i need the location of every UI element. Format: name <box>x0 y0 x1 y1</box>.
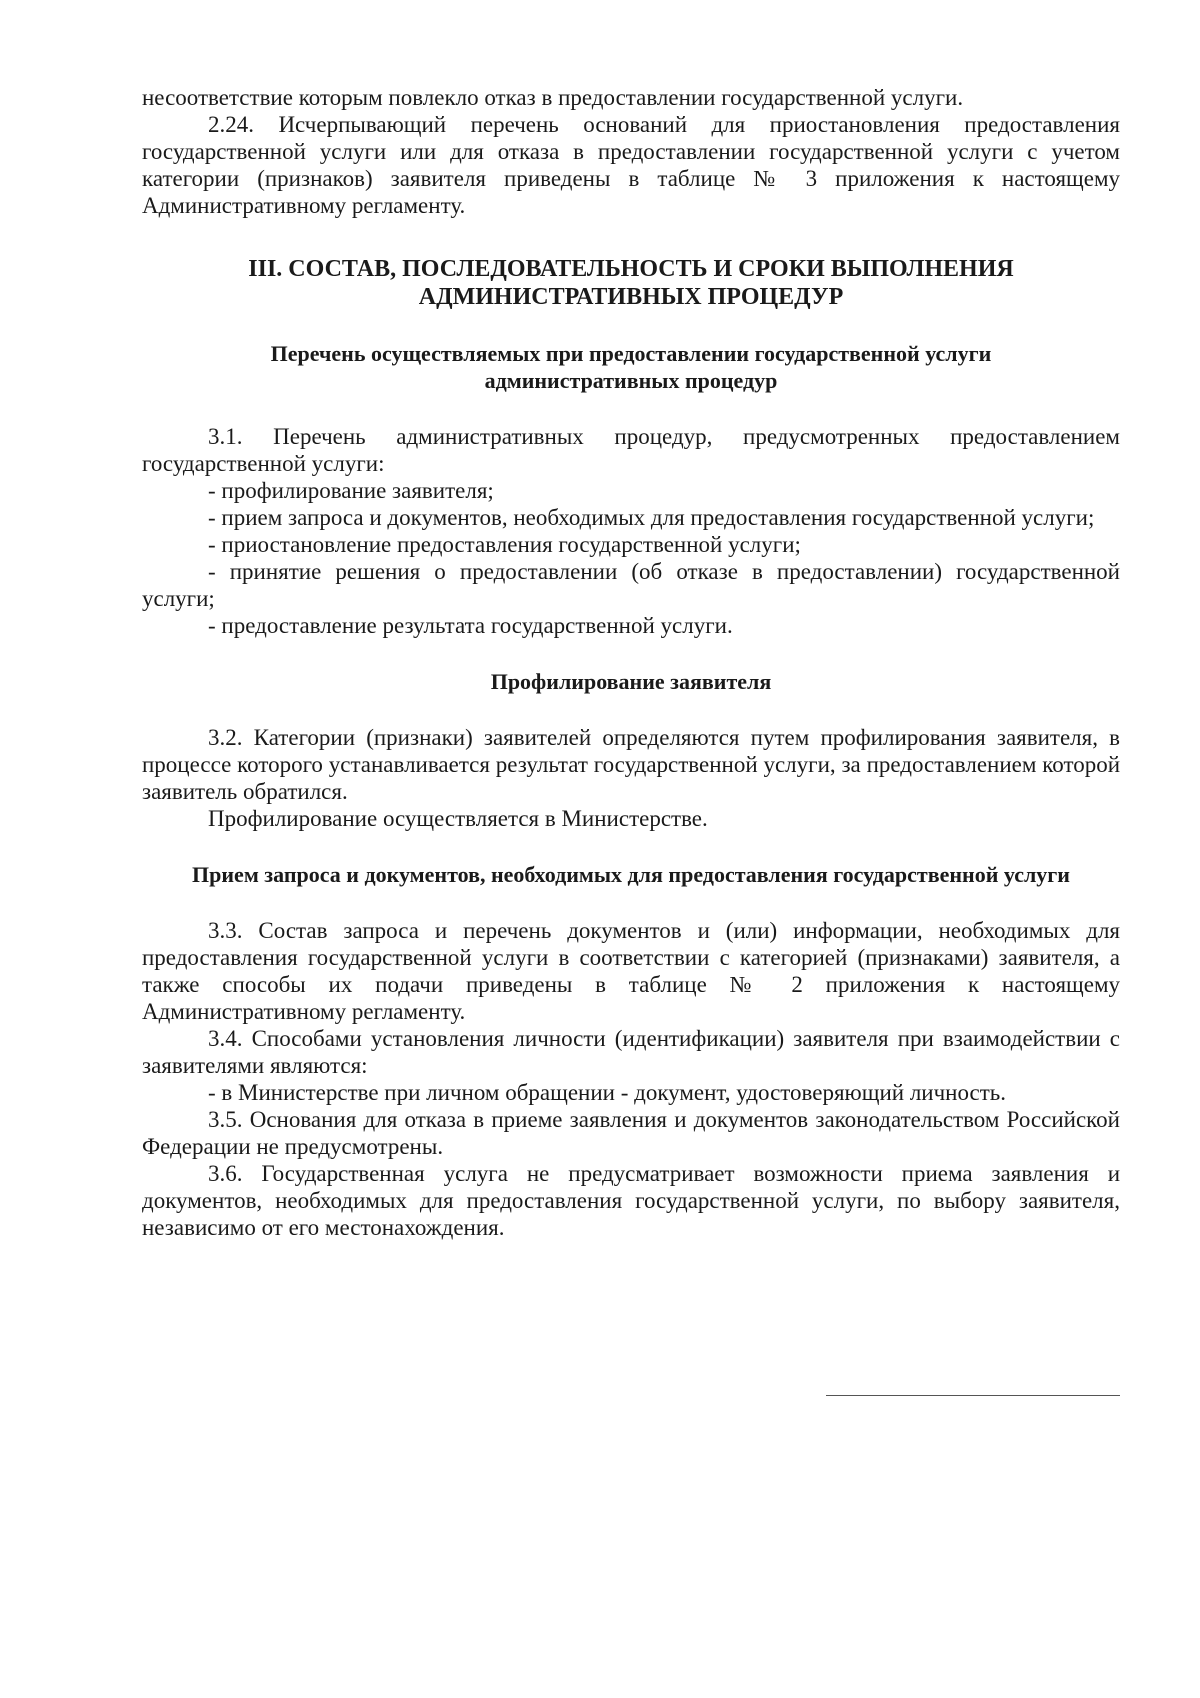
intake-heading: Прием запроса и документов, необходимых для предоставления государственной услуги <box>192 862 1070 887</box>
list-item-profiling: - профилирование заявителя; <box>208 478 494 503</box>
paragraph-3-4: 3.4. Способами установления личности (идентификации) заявителя при взаимодействии с заявителями являются: <box>142 1026 1120 1078</box>
list-item-decision: - принятие решения о предоставлении (об отказе в предоставлении) государственной услуги; <box>142 559 1120 611</box>
procedures-list-heading: Перечень осуществляемых при предоставлении государственной услуги административных процедур <box>270 341 992 393</box>
paragraph-3-3: 3.3. Состав запроса и перечень документов и (или) информации, необходимых для предоставления государственной услуги в соответствии с категорией (признаками) заявителя, а также способы их подачи приведены в таблице № 2 приложения к настоящему Административному регламенту. <box>142 918 1120 1024</box>
section-3-title: III. СОСТАВ, ПОСЛЕДОВАТЕЛЬНОСТЬ И СРОКИ ВЫПОЛНЕНИЯ АДМИНИСТРАТИВНЫХ ПРОЦЕДУР <box>248 256 1014 310</box>
list-item-suspension: - приостановление предоставления государственной услуги; <box>208 532 801 557</box>
list-item-result: - предоставление результата государственной услуги. <box>208 613 733 638</box>
paragraph-3-2-ministry: Профилирование осуществляется в Министерстве. <box>208 806 708 831</box>
paragraph-3-1: 3.1. Перечень административных процедур, предусмотренных предоставлением государственной услуги: <box>142 424 1120 476</box>
paragraph-3-2: 3.2. Категории (признаки) заявителей определяются путем профилирования заявителя, в процессе которого устанавливается результат государственной услуги, за предоставлением которой заявитель обратился. <box>142 725 1120 804</box>
paragraph-2-24: 2.24. Исчерпывающий перечень оснований для приостановления предоставления государственной услуги или для отказа в предоставлении государственной услуги с учетом категории (признаков) заявителя приведены в таблице № 3 приложения к настоящему Административному регламенту. <box>142 112 1120 218</box>
list-item-intake: - прием запроса и документов, необходимых для предоставления государственной услуги; <box>208 505 1095 530</box>
profiling-heading: Профилирование заявителя <box>490 669 772 694</box>
paragraph-intro-continuation: несоответствие которым повлекло отказ в предоставлении государственной услуги. <box>142 85 964 110</box>
paragraph-3-5: 3.5. Основания для отказа в приеме заявления и документов законодательством Российской Федерации не предусмотрены. <box>142 1107 1120 1159</box>
footer-divider <box>826 1395 1120 1396</box>
document-page <box>142 84 1120 1241</box>
paragraph-3-6: 3.6. Государственная услуга не предусматривает возможности приема заявления и документов, необходимых для предоставления государственной услуги, по выбору заявителя, независимо от его местонахождения. <box>142 1161 1120 1240</box>
paragraph-3-4-item: - в Министерстве при личном обращении - документ, удостоверяющий личность. <box>208 1080 1007 1105</box>
